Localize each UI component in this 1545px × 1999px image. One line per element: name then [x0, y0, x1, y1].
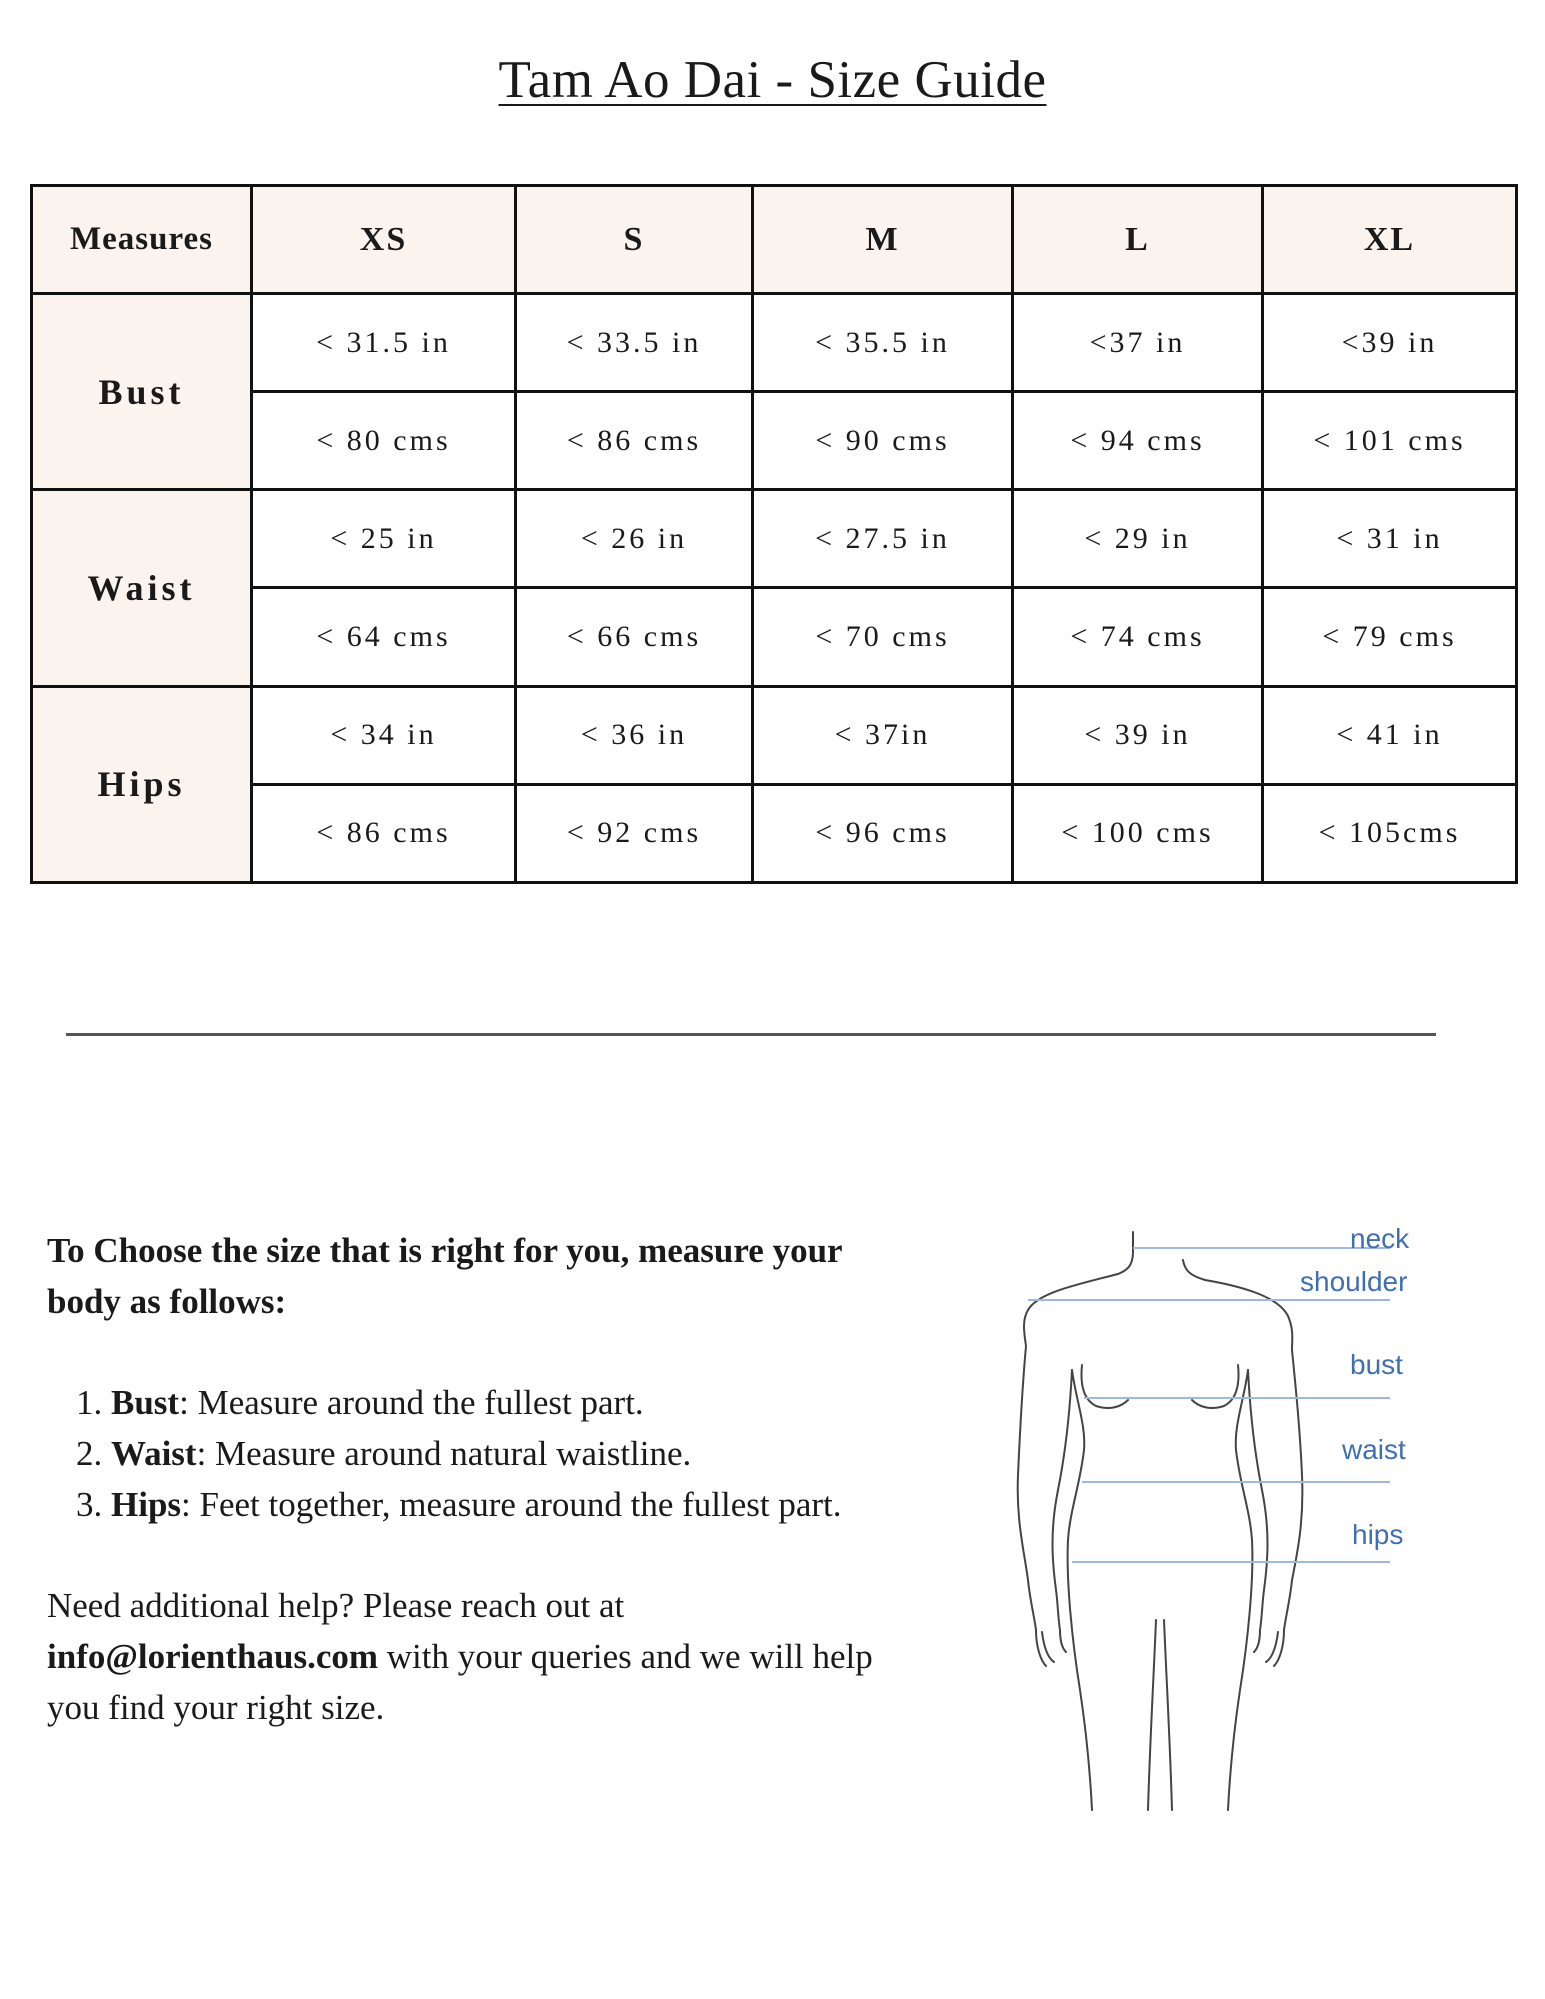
figure-label-bust: bust — [1350, 1349, 1403, 1380]
row-label-waist: Waist — [32, 490, 252, 686]
help-paragraph — [47, 1580, 917, 1733]
size-header-xl: XL — [1263, 186, 1517, 294]
table-cell: < 39 in — [1013, 686, 1263, 784]
table-cell: < 101 cms — [1263, 392, 1517, 490]
page-title: Tam Ao Dai - Size Guide — [498, 51, 1047, 109]
table-cell: < 70 cms — [753, 588, 1013, 686]
table-cell: < 92 cms — [516, 784, 753, 882]
table-cell: < 33.5 in — [516, 294, 753, 392]
table-cell: < 29 in — [1013, 490, 1263, 588]
table-cell: < 105cms — [1263, 784, 1517, 882]
instructions-lead: To Choose the size that is right for you, measure your body as follows: — [47, 1231, 842, 1321]
table-cell: < 64 cms — [252, 588, 516, 686]
size-header-xs: XS — [252, 186, 516, 294]
section-divider — [66, 1033, 1436, 1036]
table-cell: < 25 in — [252, 490, 516, 588]
table-row — [32, 588, 1517, 686]
figure-label-hips: hips — [1352, 1519, 1404, 1550]
table-row — [32, 392, 1517, 490]
help-text-after: with your queries and we will help you find your right size. — [47, 1637, 873, 1727]
step-term: Hips — [111, 1485, 182, 1524]
measurement-steps — [47, 1377, 917, 1530]
figure-label-neck: neck — [1350, 1223, 1410, 1254]
table-cell: < 96 cms — [753, 784, 1013, 882]
table-cell: < 31.5 in — [252, 294, 516, 392]
table-cell: < 41 in — [1263, 686, 1517, 784]
table-cell: < 74 cms — [1013, 588, 1263, 686]
corner-header: Measures — [32, 186, 252, 294]
contact-email: info@lorienthaus.com — [47, 1637, 379, 1676]
body-measurement-figure — [1000, 1220, 1460, 1820]
step-term: Bust — [111, 1383, 180, 1422]
table-cell: < 34 in — [252, 686, 516, 784]
table-row — [32, 686, 1517, 784]
instructions-block — [47, 1225, 917, 1733]
figure-label-shoulder: shoulder — [1300, 1266, 1408, 1297]
table-cell: < 86 cms — [516, 392, 753, 490]
table-cell: < 31 in — [1263, 490, 1517, 588]
table-cell: <39 in — [1263, 294, 1517, 392]
step-text: : Measure around the fullest part. — [179, 1383, 644, 1422]
size-header-m: M — [753, 186, 1013, 294]
table-cell: < 90 cms — [753, 392, 1013, 490]
table-header-row — [32, 186, 1517, 294]
row-label-bust: Bust — [32, 294, 252, 490]
size-header-s: S — [516, 186, 753, 294]
table-cell: < 27.5 in — [753, 490, 1013, 588]
step-text: : Measure around natural waistline. — [196, 1434, 692, 1473]
list-item — [111, 1377, 917, 1428]
help-text-before: Need additional help? Please reach out at — [47, 1586, 625, 1625]
table-row — [32, 784, 1517, 882]
table-cell: < 35.5 in — [753, 294, 1013, 392]
list-item — [111, 1428, 917, 1479]
table-cell: < 79 cms — [1263, 588, 1517, 686]
size-header-l: L — [1013, 186, 1263, 294]
table-cell: < 86 cms — [252, 784, 516, 882]
step-text: : Feet together, measure around the fullest part. — [181, 1485, 842, 1524]
table-cell: <37 in — [1013, 294, 1263, 392]
table-cell: < 36 in — [516, 686, 753, 784]
table-row — [32, 490, 1517, 588]
figure-label-waist: waist — [1342, 1434, 1406, 1465]
list-item — [111, 1479, 917, 1530]
table-cell: < 66 cms — [516, 588, 753, 686]
table-row — [32, 294, 1517, 392]
row-label-hips: Hips — [32, 686, 252, 882]
table-cell: < 80 cms — [252, 392, 516, 490]
step-term: Waist — [111, 1434, 197, 1473]
table-cell: < 94 cms — [1013, 392, 1263, 490]
table-cell: < 100 cms — [1013, 784, 1263, 882]
size-table — [30, 184, 1518, 884]
table-cell: < 37in — [753, 686, 1013, 784]
table-cell: < 26 in — [516, 490, 753, 588]
